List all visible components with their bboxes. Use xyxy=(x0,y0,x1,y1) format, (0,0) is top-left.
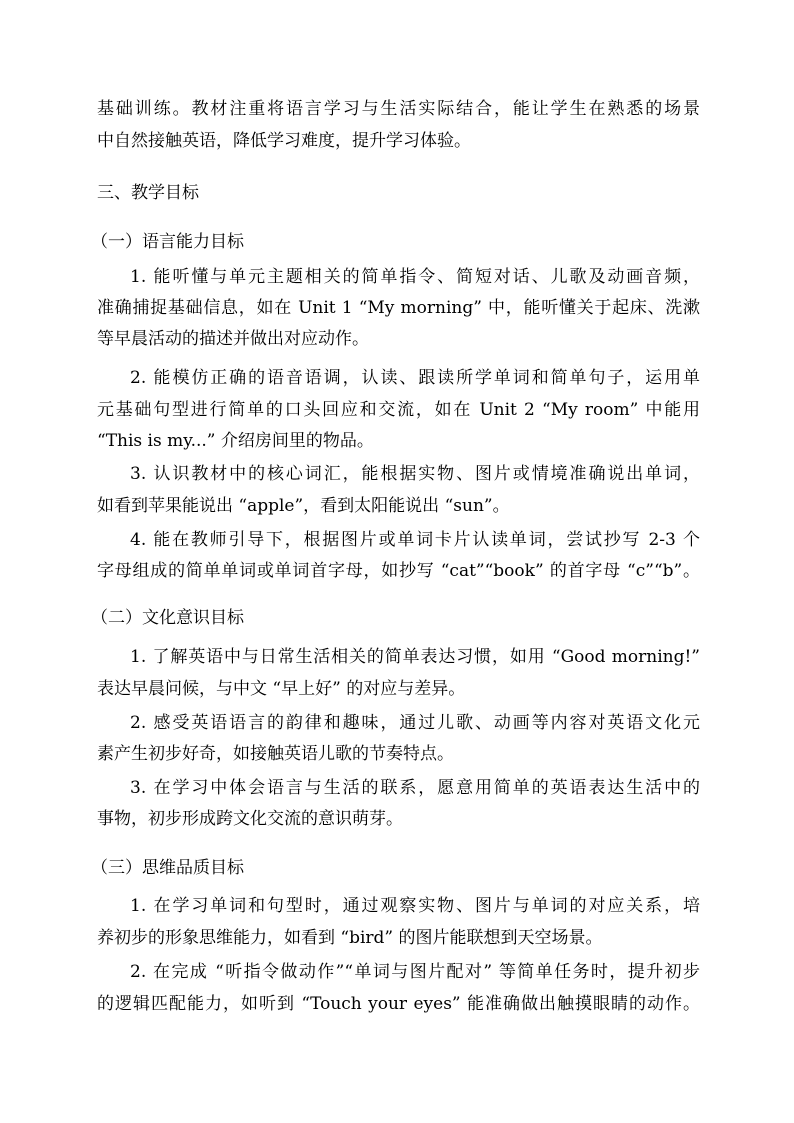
intro-line-2: 中自然接触英语，降低学习难度，提升学习体验。 xyxy=(97,131,471,151)
thinking-item-2-line-1: 2. 在完成 “听指令做动作”“单词与图片配对” 等简单任务时，提升初步 xyxy=(130,962,700,982)
thinking-item-1-line-2: 养初步的形象思维能力，如看到 “bird” 的图片能联想到天空场景。 xyxy=(97,928,603,948)
language-goals-title: （一）语言能力目标 xyxy=(91,232,244,252)
language-item-1-line-1: 1. 能听懂与单元主题相关的简单指令、简短对话、儿歌及动画音频， xyxy=(130,267,700,287)
section-title: 三、教学目标 xyxy=(97,183,199,203)
culture-item-2-line-1: 2. 感受英语语言的韵律和趣味，通过儿歌、动画等内容对英语文化元 xyxy=(130,713,700,733)
culture-item-2-line-2: 素产生初步好奇，如接触英语儿歌的节奏特点。 xyxy=(97,744,454,764)
language-item-1-line-2: 准确捕捉基础信息，如在 Unit 1 “My morning” 中，能听懂关于起床、洗漱 xyxy=(97,298,700,318)
language-item-3-line-2: 如看到苹果能说出 “apple”，看到太阳能说出 “sun”。 xyxy=(97,496,510,516)
language-item-3-line-1: 3. 认识教材中的核心词汇，能根据实物、图片或情境准确说出单词， xyxy=(130,464,700,484)
language-item-4-line-1: 4. 能在教师引导下，根据图片或单词卡片认读单词，尝试抄写 2-3 个 xyxy=(130,530,700,550)
language-item-2-line-1: 2. 能模仿正确的语音语调，认读、跟读所学单词和简单句子，运用单 xyxy=(130,368,700,388)
language-item-4-line-2: 字母组成的简单单词或单词首字母，如抄写 “cat”“book” 的首字母 “c”“b”。 xyxy=(97,561,700,581)
culture-goals-title: （二）文化意识目标 xyxy=(91,608,244,628)
culture-item-1-line-2: 表达早晨问候，与中文 “早上好” 的对应与差异。 xyxy=(97,679,466,699)
culture-item-1-line-1: 1. 了解英语中与日常生活相关的简单表达习惯，如用 “Good morning!” xyxy=(130,647,700,667)
thinking-goals-title: （三）思维品质目标 xyxy=(91,858,244,878)
culture-item-3-line-2: 事物，初步形成跨文化交流的意识萌芽。 xyxy=(97,809,403,829)
thinking-item-2-line-2: 的逻辑匹配能力，如听到 “Touch your eyes” 能准确做出触摸眼睛的动作。 xyxy=(97,994,700,1014)
language-item-2-line-2: 元基础句型进行简单的口头回应和交流，如在 Unit 2 “My room” 中能用 xyxy=(97,400,700,420)
language-item-1-line-3: 等早晨活动的描述并做出对应动作。 xyxy=(97,329,369,349)
thinking-item-1-line-1: 1. 在学习单词和句型时，通过观察实物、图片与单词的对应关系，培 xyxy=(130,896,700,916)
intro-line-1: 基础训练。教材注重将语言学习与生活实际结合，能让学生在熟悉的场景 xyxy=(97,99,700,119)
language-item-2-line-3: “This is my...” 介绍房间里的物品。 xyxy=(97,431,374,451)
culture-item-3-line-1: 3. 在学习中体会语言与生活的联系，愿意用简单的英语表达生活中的 xyxy=(130,778,700,798)
